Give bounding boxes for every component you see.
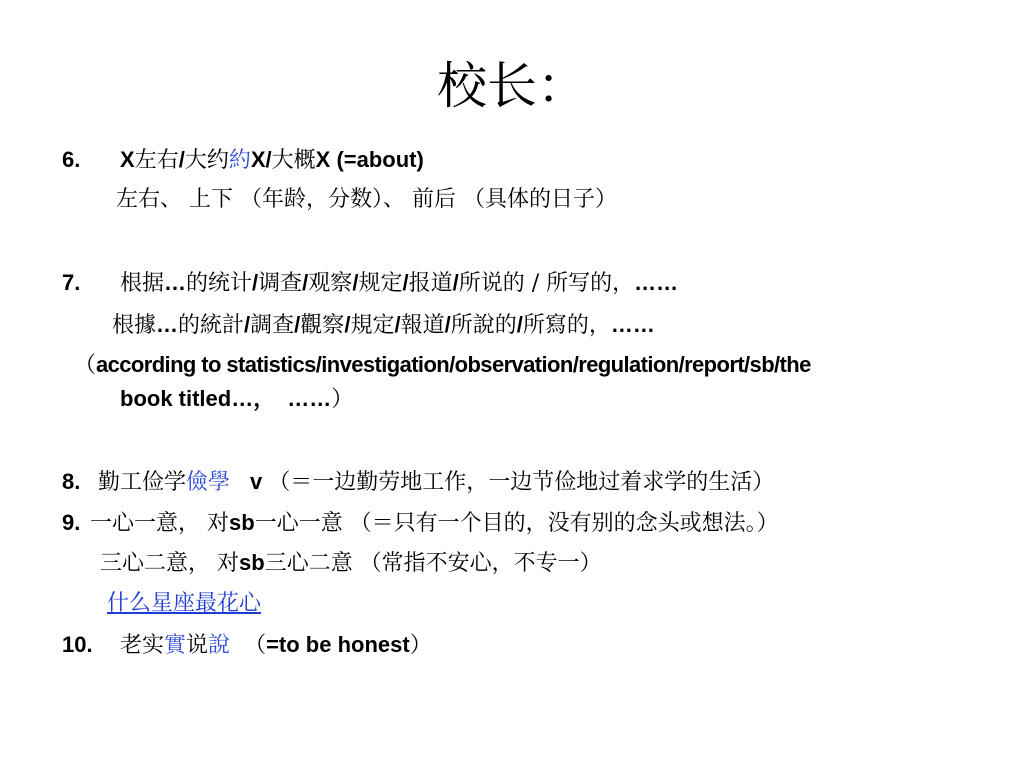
item-10-number: 10.: [62, 632, 93, 657]
item-10-open-paren: （: [244, 633, 267, 658]
slide-title: 校长：: [437, 57, 587, 115]
item-7-trad-text: 所寫的，: [522, 313, 611, 338]
item-10-line: [62, 630, 432, 661]
item-7-slash: /: [452, 270, 459, 295]
item-7-slash: /: [352, 270, 359, 295]
item-7-line: [62, 268, 678, 299]
item-7-trad-slash: /: [516, 312, 523, 337]
item-7-trad-text: 報道: [400, 313, 445, 338]
item-10-english: =to be honest: [266, 632, 410, 657]
item-7-english-ellipsis: ……: [287, 386, 332, 411]
item-8-line: [62, 467, 774, 498]
item-7-text: 调查: [258, 271, 303, 296]
item-9-line: [62, 508, 779, 539]
item-8-verb: v: [250, 469, 263, 494]
item-7-text: 观察: [308, 271, 353, 296]
item-7-english-line-1: [74, 350, 811, 381]
item-7-text: 根据: [120, 271, 165, 296]
item-6-x: X: [120, 147, 135, 172]
item-6-zuoyou: 左右: [134, 148, 179, 173]
item-7-trad-slash: /: [444, 312, 451, 337]
item-8-definition: （＝一边勤劳地工作，一边节俭地过着求学的生活）: [268, 470, 775, 495]
item-7-traditional-line: [112, 310, 655, 341]
item-9-sb: sb: [229, 510, 255, 535]
item-6-subline: 左右、 上下 （年龄，分数）、 前后 （具体的日子）: [116, 187, 617, 212]
item-7-english-text: according to statistics/investigation/observation/regulation/report/sb/the: [96, 352, 811, 377]
item-7-trad-text: 觀察: [300, 313, 345, 338]
item-7-trad-text: 根據: [112, 313, 157, 338]
item-7-trad-slash: /: [394, 312, 401, 337]
item-7-ellipsis: ……: [634, 270, 679, 295]
item-6-line: [62, 145, 424, 176]
item-8-traditional: 儉學: [186, 470, 231, 495]
item-7-slash: /: [402, 270, 409, 295]
item-7-text: 的统计: [186, 271, 253, 296]
item-7-text: 规定: [358, 271, 403, 296]
item-10-traditional-shi: 實: [164, 633, 187, 658]
item-6-slash: /: [178, 147, 185, 172]
item-7-english-line-2: [120, 384, 353, 415]
item-7-number: 7.: [62, 270, 81, 295]
item-9-number: 9.: [62, 510, 81, 535]
item-10-laoshi: 老实: [120, 633, 165, 658]
item-7-text: 所说的 / 所写的，: [458, 271, 635, 296]
item-7-slash: /: [252, 270, 259, 295]
item-9-text: 一心一意 （＝只有一个目的，没有别的念头或想法。）: [254, 511, 779, 536]
item-6-traditional-yue: 約: [228, 148, 251, 173]
item-7-trad-text: 調查: [250, 313, 295, 338]
item-6-x-slash: X/: [250, 147, 272, 172]
item-7-trad-slash: /: [344, 312, 351, 337]
item-9-text: 三心二意 （常指不安心，不专一）: [264, 551, 602, 576]
constellation-link[interactable]: 什么星座最花心: [107, 591, 262, 616]
item-6-dagai: 大概: [271, 148, 316, 173]
item-8-qingong: 勤工俭学: [98, 470, 187, 495]
item-7-trad-ellipsis: …: [156, 312, 179, 337]
item-9-text: 一心一意， 对: [90, 511, 229, 536]
item-7-trad-slash: /: [244, 312, 251, 337]
item-9-sb: sb: [239, 550, 265, 575]
item-7-trad-text: 所說的: [450, 313, 517, 338]
item-7-trad-text: 的統計: [178, 313, 245, 338]
item-6-dayue: 大约: [184, 148, 229, 173]
item-9-text: 三心二意， 对: [100, 551, 239, 576]
item-10-shuo: 说: [186, 633, 209, 658]
item-7-ellipsis: …: [164, 270, 187, 295]
item-9-subline: [100, 548, 602, 579]
item-7-trad-ellipsis: ……: [610, 312, 655, 337]
item-7-open-paren: （: [74, 353, 97, 378]
item-7-text: 报道: [408, 271, 453, 296]
item-10-traditional-shuo: 說: [208, 633, 231, 658]
item-7-english-text: book titled…，: [120, 386, 276, 411]
item-6-number: 6.: [62, 147, 81, 172]
item-7-trad-slash: /: [294, 312, 301, 337]
item-9-link-line: [107, 589, 261, 619]
item-7-slash: /: [302, 270, 309, 295]
item-7-close-paren: ）: [331, 387, 354, 412]
item-7-trad-text: 規定: [350, 313, 395, 338]
item-6-about: X (=about): [315, 147, 424, 172]
item-8-number: 8.: [62, 469, 81, 494]
item-10-close-paren: ）: [409, 633, 432, 658]
